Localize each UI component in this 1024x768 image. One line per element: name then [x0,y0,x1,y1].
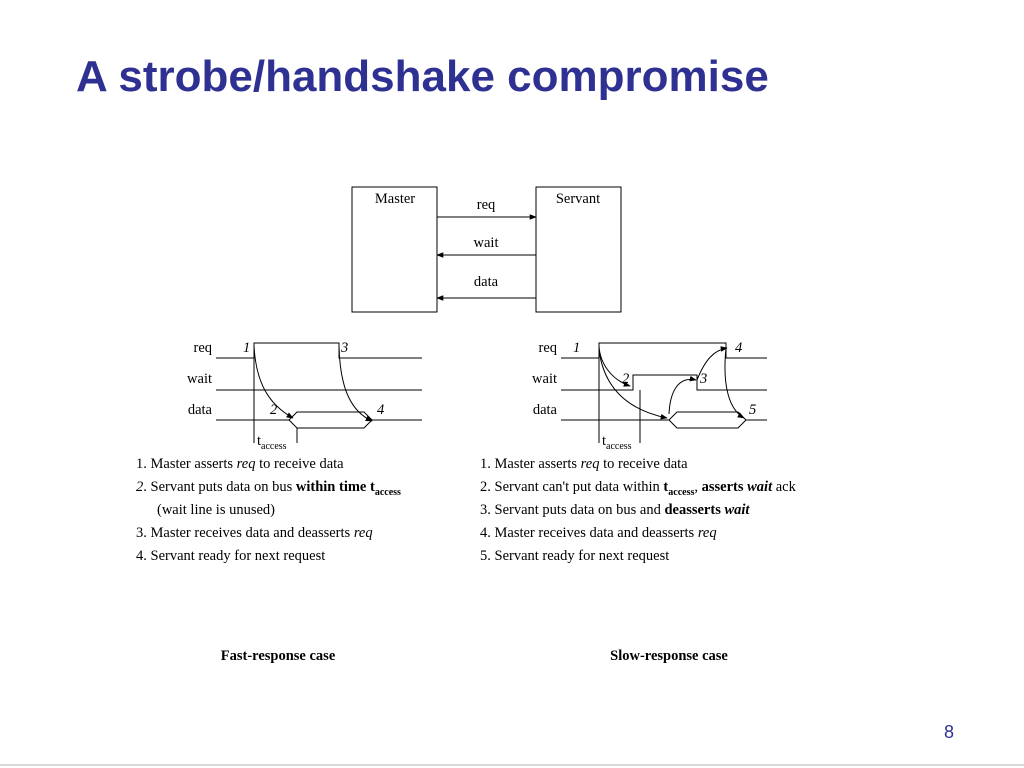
fast-step-2-note: (wait line is unused) [157,502,275,518]
slow-caption: Slow-response case [610,648,728,664]
fast-marker-4: 4 [377,402,385,418]
fast-data-label: data [187,402,212,418]
fast-caption: Fast-response case [220,648,336,664]
slow-taccess-label: $t_{access}$ [602,433,632,452]
fast-data-wave [216,412,422,428]
slide-title: A strobe/handshake compromise [76,52,769,101]
slow-step-4: 4. Master receives data and deasserts req [480,525,717,541]
fast-marker-2: 2 [270,402,278,418]
slow-marker-2: 2 [622,371,630,387]
footer-divider [0,764,1024,766]
fast-step-4: 4. Servant ready for next request [136,548,326,564]
block-wait-label: wait [473,235,499,251]
slow-step-3: 3. Servant puts data on bus and deasserts wait [480,502,750,518]
slow-step-5: 5. Servant ready for next request [480,548,670,564]
fast-timing-diagram [187,340,422,452]
slow-timing-diagram [532,340,767,452]
slow-step-1: 1. Master asserts req to receive data [480,456,688,472]
slow-wait-label: wait [532,371,557,387]
fast-marker-1: 1 [243,340,251,356]
fast-step-3: 3. Master receives data and deasserts req [136,525,373,541]
fast-marker-3: 3 [341,340,349,356]
slow-marker-1: 1 [573,340,581,356]
fast-steps-list [136,453,401,568]
servant-label: Servant [555,191,601,207]
slow-data-wave [561,412,767,428]
fast-step-2: 2. Servant puts data on bus within time $t_{access}$ [136,479,401,498]
slow-marker-4: 4 [735,340,743,356]
slow-wait-wave [561,375,767,390]
slow-req-label: req [538,340,557,356]
fast-wait-label: wait [187,371,212,387]
slow-data-label: data [532,402,557,418]
slow-arrow-data-3 [669,379,696,414]
master-label: Master [374,191,416,207]
block-data-label: data [473,274,499,290]
slow-steps-list [480,453,796,568]
fast-taccess-label: $t_{access}$ [257,433,287,452]
block-req-label: req [476,197,496,213]
slow-marker-5: 5 [749,402,757,418]
slow-marker-3: 3 [700,371,708,387]
slow-step-2: 2. Servant can't put data within $t_{access}$, asserts wait ack [480,479,796,498]
fast-req-label: req [193,340,212,356]
fast-step-1: 1. Master asserts req to receive data [136,456,344,472]
page-number: 8 [944,722,955,742]
fast-arrow-3-4 [339,346,372,421]
